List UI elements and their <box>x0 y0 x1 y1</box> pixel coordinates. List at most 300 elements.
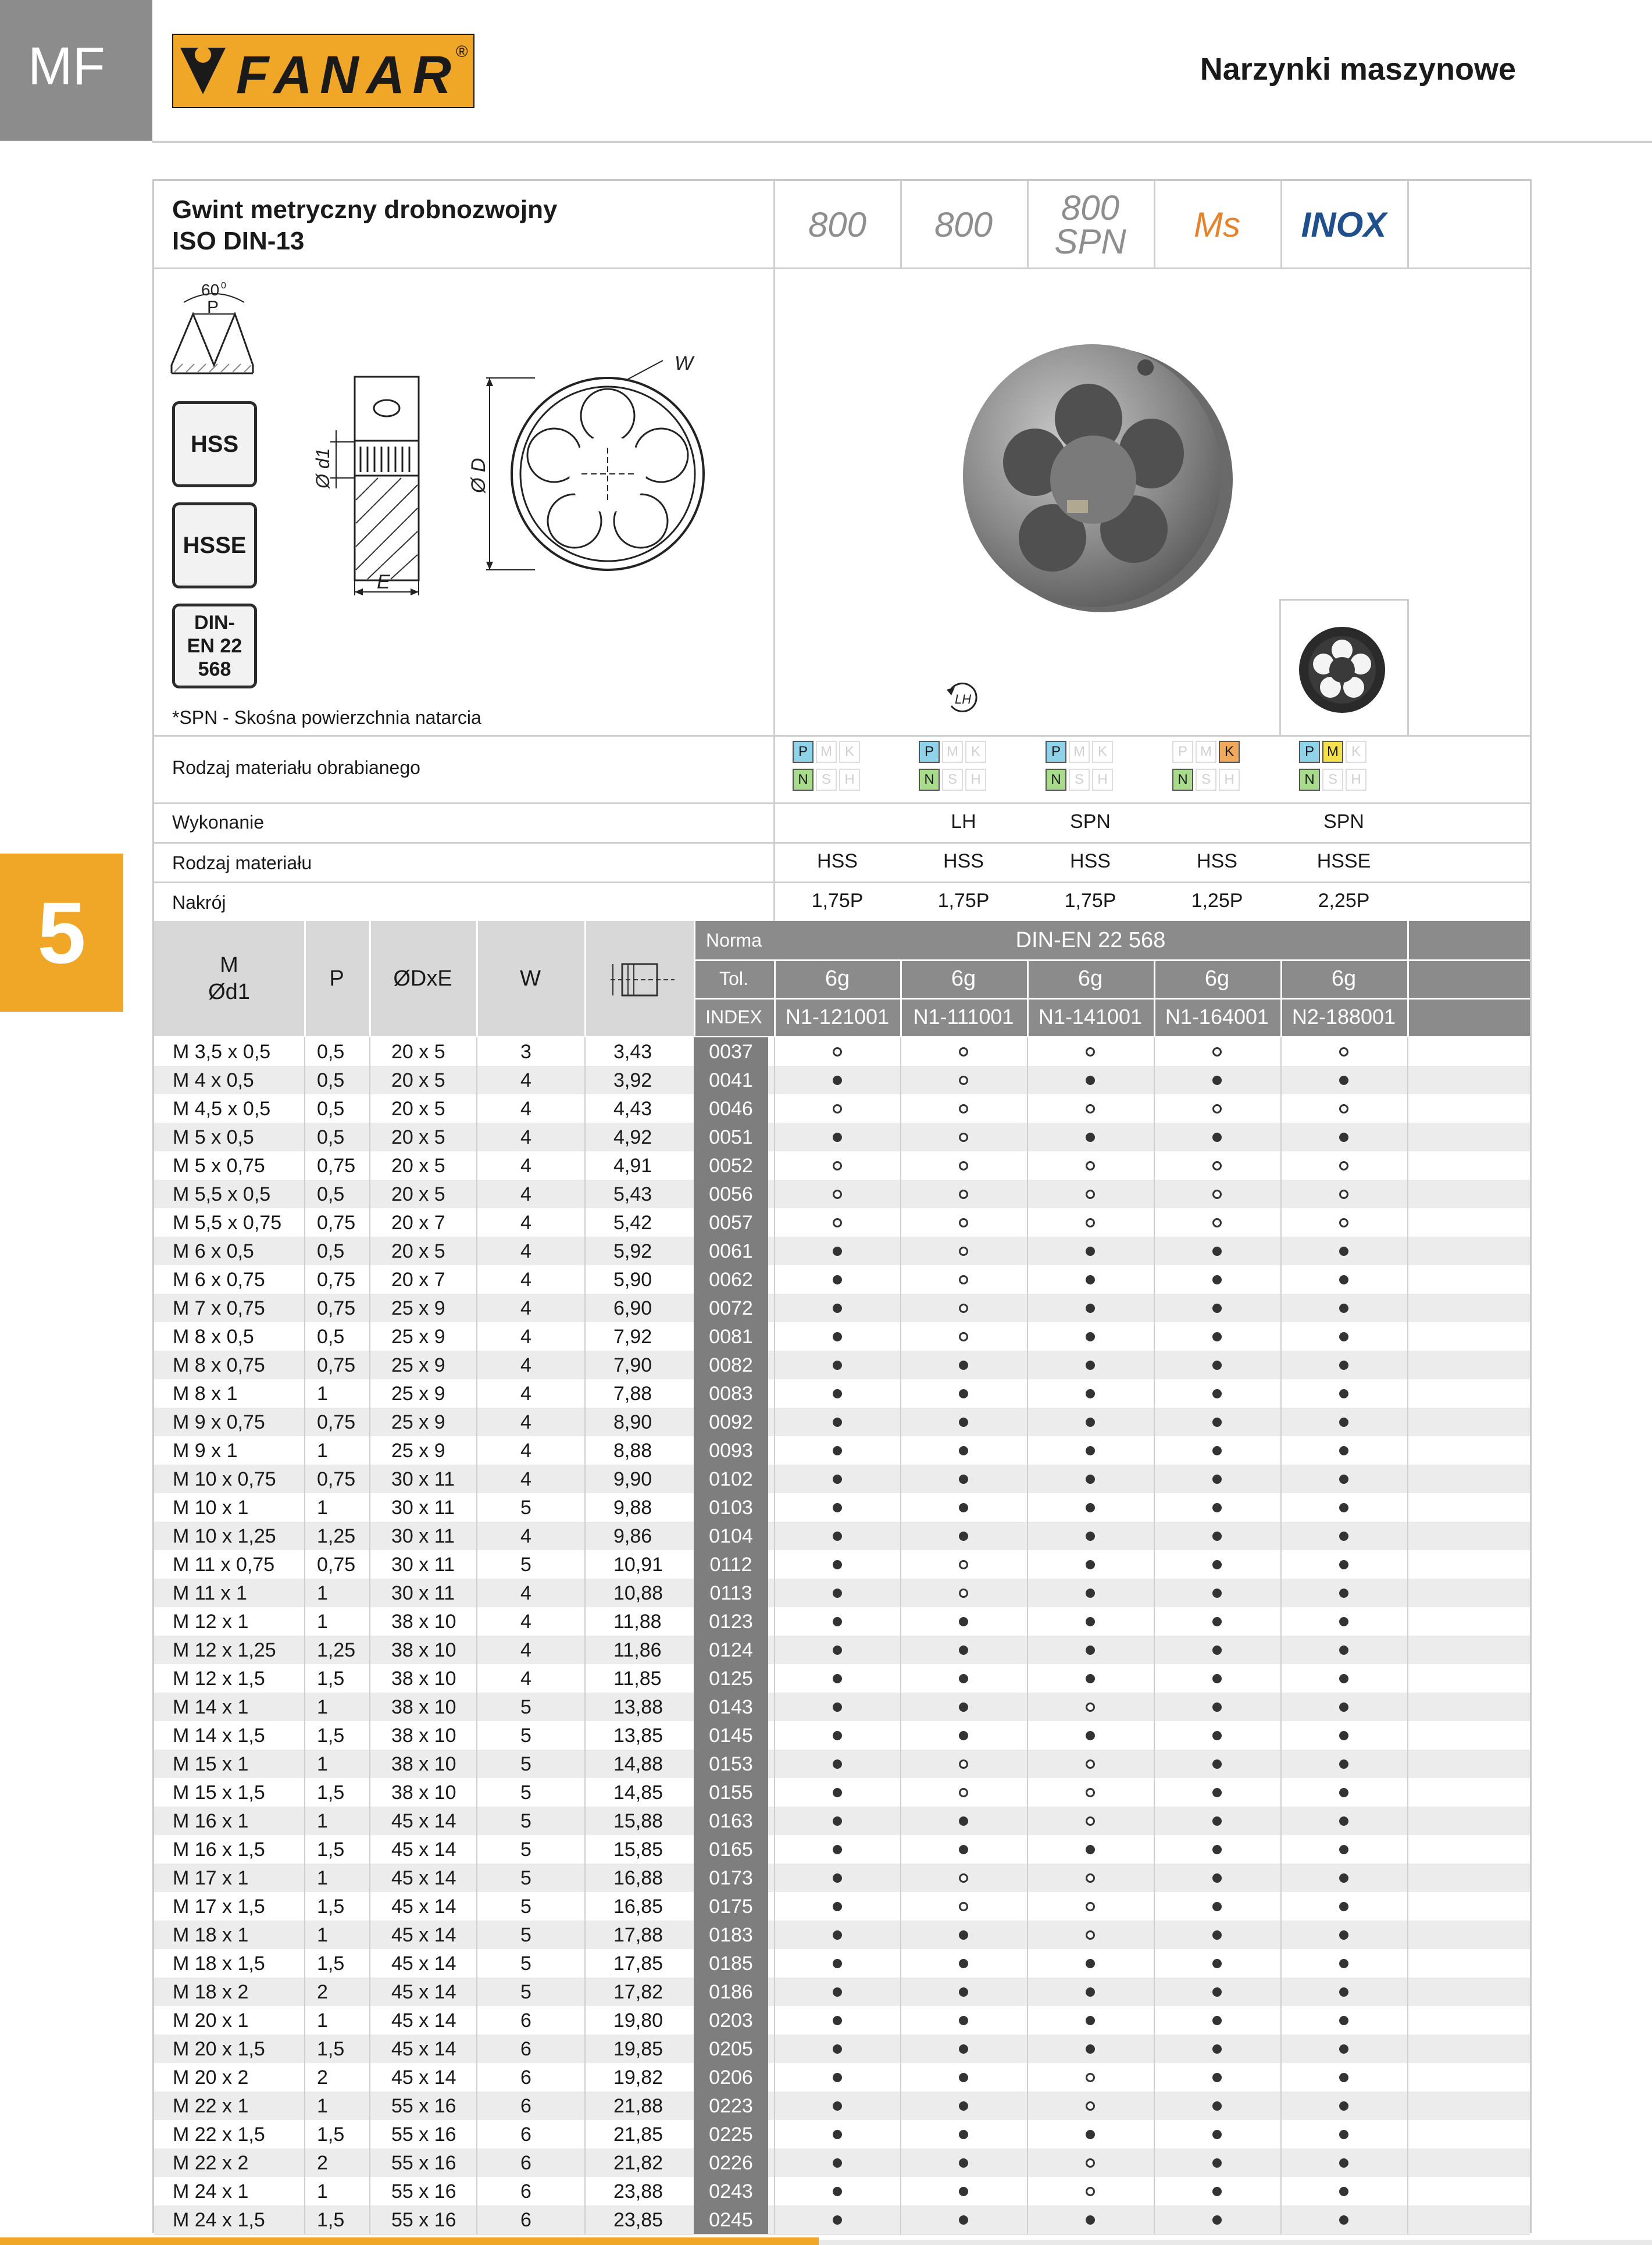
divider <box>1027 1636 1028 1664</box>
d1-cell: 7,90 <box>613 1354 652 1376</box>
availability-stock-dot <box>1212 1617 1222 1626</box>
execution-value: LH <box>951 811 976 833</box>
divider <box>584 1265 586 1294</box>
availability-stock-dot <box>1212 1873 1222 1883</box>
availability-stock-dot <box>1086 1076 1095 1085</box>
divider <box>476 1436 477 1465</box>
availability-stock-dot <box>959 1617 968 1626</box>
divider <box>584 1151 586 1180</box>
material-group-m: M <box>942 741 963 763</box>
chamfer-value: 1,75P <box>937 890 990 912</box>
availability-stock-dot <box>1212 1503 1222 1512</box>
material-group-h: H <box>1219 769 1240 791</box>
lh-symbol: LH <box>955 692 972 706</box>
divider <box>304 1237 305 1265</box>
divider <box>1280 1721 1282 1750</box>
w-cell: 5 <box>520 1497 531 1519</box>
column-header <box>774 181 901 269</box>
divider <box>584 2035 586 2063</box>
divider <box>1407 1949 1408 1978</box>
w-cell: 6 <box>520 2095 531 2117</box>
divider <box>304 1322 305 1351</box>
tool-material-value: HSSE <box>1316 850 1371 872</box>
divider <box>584 1864 586 1892</box>
divider <box>369 1208 370 1237</box>
availability-order-dot <box>1086 1190 1095 1199</box>
pitch-cell: 1,5 <box>317 2038 345 2060</box>
availability-stock-dot <box>1212 2016 1222 2025</box>
w-cell: 6 <box>520 2066 531 2089</box>
divider <box>1027 2205 1028 2234</box>
d1-cell: 4,92 <box>613 1126 652 1148</box>
divider <box>900 1721 901 1750</box>
pitch-cell: 0,5 <box>317 1098 345 1120</box>
table-row <box>154 1636 1530 1665</box>
w-cell: 4 <box>520 1297 531 1319</box>
dxe-cell: 30 x 11 <box>391 1582 455 1604</box>
pitch-cell: 1 <box>317 1582 328 1604</box>
d1-cell: 6,90 <box>613 1297 652 1319</box>
availability-order-dot <box>1212 1161 1222 1170</box>
index-suffix-cell: 0112 <box>694 1550 768 1579</box>
d1-cell: 3,92 <box>613 1069 652 1091</box>
tolerance-value: 6g <box>1331 966 1357 991</box>
divider <box>1280 1066 1282 1094</box>
availability-order-dot <box>959 1104 968 1113</box>
availability-order-dot <box>959 1275 968 1284</box>
availability-stock-dot <box>1086 1332 1095 1341</box>
page-title: Narzynki maszynowe <box>1200 52 1516 87</box>
divider <box>774 1066 775 1094</box>
divider <box>900 1750 901 1778</box>
column-header <box>1027 181 1154 269</box>
d1-cell: 21,88 <box>613 2095 663 2117</box>
availability-stock-dot <box>959 2130 968 2139</box>
divider <box>369 1322 370 1351</box>
divider <box>900 1892 901 1921</box>
dxe-cell: 30 x 11 <box>391 1525 455 1547</box>
availability-stock-dot <box>1212 2158 1222 2168</box>
index-suffix-cell: 0125 <box>694 1664 768 1693</box>
availability-stock-dot <box>1086 1275 1095 1284</box>
inox-die-photo <box>1296 622 1389 718</box>
divider <box>369 1180 370 1208</box>
divider <box>304 1949 305 1978</box>
divider <box>1280 1208 1282 1237</box>
availability-stock-dot <box>1212 1589 1222 1598</box>
w-cell: 4 <box>520 1668 531 1690</box>
divider <box>304 1693 305 1721</box>
table-row <box>154 1208 1530 1237</box>
availability-stock-dot <box>1339 1418 1348 1427</box>
d1-dimension-icon <box>587 954 686 1006</box>
divider <box>476 2091 477 2120</box>
divider <box>1027 1693 1028 1721</box>
w-cell: 4 <box>520 1354 531 1376</box>
index-suffix-cell: 0092 <box>694 1408 768 1436</box>
pitch-cell: 0,75 <box>317 1269 356 1291</box>
availability-stock-dot <box>959 1816 968 1826</box>
availability-stock-dot <box>1086 2044 1095 2054</box>
divider <box>154 802 1530 804</box>
availability-stock-dot <box>959 2158 968 2168</box>
divider <box>304 1123 305 1151</box>
divider <box>1027 1465 1028 1493</box>
divider <box>1154 2120 1155 2148</box>
dxe-cell: 30 x 11 <box>391 1497 455 1519</box>
d1-cell: 21,82 <box>613 2152 663 2174</box>
table-row <box>154 1664 1530 1693</box>
divider <box>369 1436 370 1465</box>
divider <box>476 1607 477 1636</box>
pitch-cell: 1,5 <box>317 2123 345 2146</box>
thread-size-cell: M 12 x 1,25 <box>173 1639 276 1661</box>
d1-cell: 14,85 <box>613 1782 663 1804</box>
divider <box>1154 1693 1155 1721</box>
die-technical-drawing <box>302 349 721 616</box>
availability-order-dot <box>959 1047 968 1057</box>
divider <box>369 1037 370 1066</box>
divider <box>476 1066 477 1094</box>
divider <box>1280 2120 1282 2148</box>
thread-size-cell: M 15 x 1,5 <box>173 1782 265 1804</box>
availability-order-dot <box>959 1218 968 1227</box>
table-row <box>154 1151 1530 1180</box>
pitch-cell: 2 <box>317 1981 328 2003</box>
divider <box>584 2006 586 2035</box>
divider <box>1280 1921 1282 1949</box>
thread-size-cell: M 17 x 1,5 <box>173 1896 265 1918</box>
divider <box>1407 1522 1408 1550</box>
index-suffix-cell: 0057 <box>694 1208 768 1237</box>
dxe-cell: 55 x 16 <box>391 2152 456 2174</box>
divider <box>1027 1408 1028 1436</box>
divider <box>774 2091 775 2120</box>
divider <box>584 1208 586 1237</box>
thread-size-cell: M 11 x 1 <box>173 1582 247 1604</box>
divider <box>900 2091 901 2120</box>
divider <box>476 1493 477 1522</box>
thread-size-cell: M 14 x 1,5 <box>173 1725 265 1747</box>
divider <box>774 1493 775 1522</box>
divider <box>476 1550 477 1579</box>
availability-stock-dot <box>833 1361 842 1370</box>
availability-stock-dot <box>1086 1674 1095 1683</box>
execution-label: Wykonanie <box>172 812 265 833</box>
divider <box>304 1351 305 1379</box>
divider <box>1407 2120 1408 2148</box>
divider <box>584 1636 586 1664</box>
pitch-cell: 0,75 <box>317 1297 356 1319</box>
index-suffix-cell: 0173 <box>694 1864 768 1892</box>
divider <box>774 1664 775 1693</box>
pitch-cell: 2 <box>317 2066 328 2089</box>
availability-stock-dot <box>833 1759 842 1769</box>
availability-stock-dot <box>959 1845 968 1854</box>
divider <box>369 921 371 1036</box>
divider <box>304 2091 305 2120</box>
pitch-cell: 0,5 <box>317 1183 345 1205</box>
divider <box>774 1835 775 1864</box>
d1-cell: 8,90 <box>613 1411 652 1433</box>
divider <box>900 2177 901 2205</box>
availability-stock-dot <box>833 1133 842 1142</box>
dxe-cell: 30 x 11 <box>391 1468 455 1490</box>
divider <box>774 1864 775 1892</box>
divider <box>774 1151 775 1180</box>
divider <box>1027 1978 1028 2006</box>
thread-size-cell: M 8 x 0,5 <box>173 1326 254 1348</box>
table-row <box>154 2035 1530 2064</box>
divider <box>584 1778 586 1807</box>
divider <box>1280 1151 1282 1180</box>
d1-cell: 23,85 <box>613 2209 663 2231</box>
tool-material-value: HSS <box>943 850 984 872</box>
d1-cell: 13,85 <box>613 1725 663 1747</box>
dxe-cell: 20 x 7 <box>391 1212 445 1234</box>
availability-stock-dot <box>1212 1389 1222 1398</box>
material-group-m: M <box>1322 741 1343 763</box>
divider <box>1407 2091 1408 2120</box>
divider <box>584 1693 586 1721</box>
divider <box>900 1949 901 1978</box>
divider <box>900 1921 901 1949</box>
column-header <box>1280 181 1407 269</box>
catalog-index: N2-188001 <box>1291 1005 1396 1029</box>
divider <box>476 2205 477 2234</box>
dxe-cell: 55 x 16 <box>391 2180 456 2203</box>
divider <box>1027 2063 1028 2091</box>
dxe-cell: 20 x 5 <box>391 1126 445 1148</box>
thread-size-cell: M 18 x 1,5 <box>173 1953 265 1975</box>
tolerance-value: 6g <box>1204 966 1230 991</box>
d1-cell: 5,43 <box>613 1183 652 1205</box>
divider <box>369 1237 370 1265</box>
pitch-label: P <box>207 298 219 317</box>
divider <box>476 1379 477 1408</box>
thread-size-cell: M 7 x 0,75 <box>173 1297 265 1319</box>
left-hand-thread-icon <box>942 679 983 718</box>
w-label: W <box>675 352 694 374</box>
divider <box>1027 1721 1028 1750</box>
table-row <box>154 1408 1530 1437</box>
tool-material-value: HSS <box>1197 850 1237 872</box>
table-row <box>154 1493 1530 1522</box>
divider <box>774 1750 775 1778</box>
divider <box>476 1978 477 2006</box>
divider <box>1154 2205 1155 2234</box>
divider <box>304 2063 305 2091</box>
w-cell: 4 <box>520 1326 531 1348</box>
dxe-cell: 20 x 5 <box>391 1098 445 1120</box>
w-cell: 4 <box>520 1639 531 1661</box>
divider <box>774 1778 775 1807</box>
material-group-h: H <box>965 769 986 791</box>
tool-material-value: HSS <box>817 850 858 872</box>
divider <box>1407 1807 1408 1835</box>
thread-size-cell: M 5 x 0,5 <box>173 1126 254 1148</box>
divider <box>1027 1949 1028 1978</box>
divider <box>584 1607 586 1636</box>
thread-size-cell: M 18 x 1 <box>173 1924 249 1946</box>
divider <box>1027 1322 1028 1351</box>
divider <box>1280 1322 1282 1351</box>
divider <box>584 1978 586 2006</box>
divider <box>1027 1550 1028 1579</box>
w-cell: 4 <box>520 1582 531 1604</box>
divider <box>369 1892 370 1921</box>
divider <box>476 1237 477 1265</box>
divider <box>584 1094 586 1123</box>
divider <box>1027 2091 1028 2120</box>
availability-stock-dot <box>1339 1475 1348 1484</box>
divider <box>304 921 306 1036</box>
divider <box>1407 1322 1408 1351</box>
availability-stock-dot <box>1339 2101 1348 2111</box>
w-cell: 5 <box>520 1753 531 1775</box>
divider <box>584 1351 586 1379</box>
material-group-grid <box>793 741 862 793</box>
availability-stock-dot <box>1212 1731 1222 1740</box>
availability-stock-dot <box>1086 1247 1095 1256</box>
divider <box>1407 1094 1408 1123</box>
divider <box>369 2148 370 2177</box>
divider <box>900 1778 901 1807</box>
availability-order-dot <box>959 1304 968 1313</box>
thread-size-cell: M 20 x 1 <box>173 2010 249 2032</box>
divider <box>476 1807 477 1835</box>
divider <box>1280 2148 1282 2177</box>
availability-stock-dot <box>1339 1816 1348 1826</box>
d1-cell: 19,82 <box>613 2066 663 2089</box>
d1-cell: 3,43 <box>613 1041 652 1063</box>
table-row <box>154 1864 1530 1893</box>
table-row <box>154 1522 1530 1551</box>
col-head-p: P <box>329 966 344 991</box>
dxe-cell: 25 x 9 <box>391 1297 445 1319</box>
divider <box>1407 1151 1408 1180</box>
availability-stock-dot <box>1212 2130 1222 2139</box>
table-row <box>154 2091 1530 2121</box>
thread-size-cell: M 6 x 0,5 <box>173 1240 254 1262</box>
availability-order-dot <box>1086 1788 1095 1797</box>
divider <box>304 1607 305 1636</box>
w-cell: 4 <box>520 1183 531 1205</box>
divider <box>1154 2148 1155 2177</box>
table-row <box>154 2120 1530 2149</box>
divider <box>1154 1237 1155 1265</box>
divider <box>304 1379 305 1408</box>
divider <box>1154 2177 1155 2205</box>
d1-cell: 8,88 <box>613 1440 652 1462</box>
pitch-cell: 1 <box>317 1611 328 1633</box>
dxe-cell: 25 x 9 <box>391 1440 445 1462</box>
divider <box>304 1664 305 1693</box>
divider <box>584 2091 586 2120</box>
divider <box>584 1408 586 1436</box>
divider <box>304 1522 305 1550</box>
thread-size-cell: M 17 x 1 <box>173 1867 249 1889</box>
table-row <box>154 1807 1530 1836</box>
availability-stock-dot <box>959 2073 968 2082</box>
availability-stock-dot <box>1086 1845 1095 1854</box>
d1-cell: 7,88 <box>613 1383 652 1405</box>
index-suffix-cell: 0206 <box>694 2063 768 2091</box>
material-group-k: K <box>1346 741 1366 763</box>
w-cell: 3 <box>520 1041 531 1063</box>
d1-cell: 9,86 <box>613 1525 652 1547</box>
divider <box>1280 1693 1282 1721</box>
index-suffix-cell: 0153 <box>694 1750 768 1778</box>
availability-stock-dot <box>1212 1902 1222 1911</box>
material-group-s: S <box>942 769 963 791</box>
table-row <box>154 1237 1530 1266</box>
availability-order-dot <box>959 1133 968 1142</box>
availability-stock-dot <box>1339 1731 1348 1740</box>
divider <box>476 1721 477 1750</box>
divider <box>900 1379 901 1408</box>
brand-name: FANAR <box>236 45 451 105</box>
availability-stock-dot <box>1212 1560 1222 1569</box>
pitch-cell: 1,5 <box>317 1896 345 1918</box>
divider <box>1407 2006 1408 2035</box>
w-cell: 6 <box>520 2180 531 2203</box>
w-cell: 5 <box>520 1896 531 1918</box>
pitch-cell: 0,75 <box>317 1354 356 1376</box>
divider <box>1407 1351 1408 1379</box>
table-row <box>154 2177 1530 2206</box>
availability-stock-dot <box>959 1674 968 1683</box>
table-row <box>154 1379 1530 1408</box>
table-row <box>154 1066 1530 1095</box>
divider <box>1154 1066 1155 1094</box>
divider <box>304 1465 305 1493</box>
divider <box>304 1208 305 1237</box>
availability-stock-dot <box>959 1446 968 1455</box>
divider <box>476 1465 477 1493</box>
d1-cell: 17,82 <box>613 1981 663 2003</box>
availability-stock-dot <box>1212 1816 1222 1826</box>
availability-stock-dot <box>1212 1133 1222 1142</box>
divider <box>1154 1294 1155 1322</box>
availability-order-dot <box>1339 1047 1348 1057</box>
availability-stock-dot <box>833 2215 842 2225</box>
divider <box>304 1807 305 1835</box>
availability-order-dot <box>959 1161 968 1170</box>
dxe-cell: 38 x 10 <box>391 1611 456 1633</box>
d1-cell: 15,85 <box>613 1839 663 1861</box>
divider <box>369 1921 370 1949</box>
availability-stock-dot <box>833 2044 842 2054</box>
availability-order-dot <box>833 1190 842 1199</box>
availability-stock-dot <box>1212 1076 1222 1085</box>
availability-order-dot <box>833 1104 842 1113</box>
index-suffix-cell: 0123 <box>694 1607 768 1636</box>
divider <box>774 1949 775 1978</box>
table-row <box>154 1693 1530 1722</box>
divider <box>1407 1436 1408 1465</box>
divider <box>1279 599 1408 601</box>
w-cell: 4 <box>520 1440 531 1462</box>
divider <box>900 1664 901 1693</box>
divider <box>369 1493 370 1522</box>
thread-size-cell: M 22 x 1 <box>173 2095 249 2117</box>
w-cell: 6 <box>520 2209 531 2231</box>
divider <box>1027 2006 1028 2035</box>
table-row <box>154 1750 1530 1779</box>
divider <box>1154 1322 1155 1351</box>
column-header-label: 800 <box>934 205 993 244</box>
